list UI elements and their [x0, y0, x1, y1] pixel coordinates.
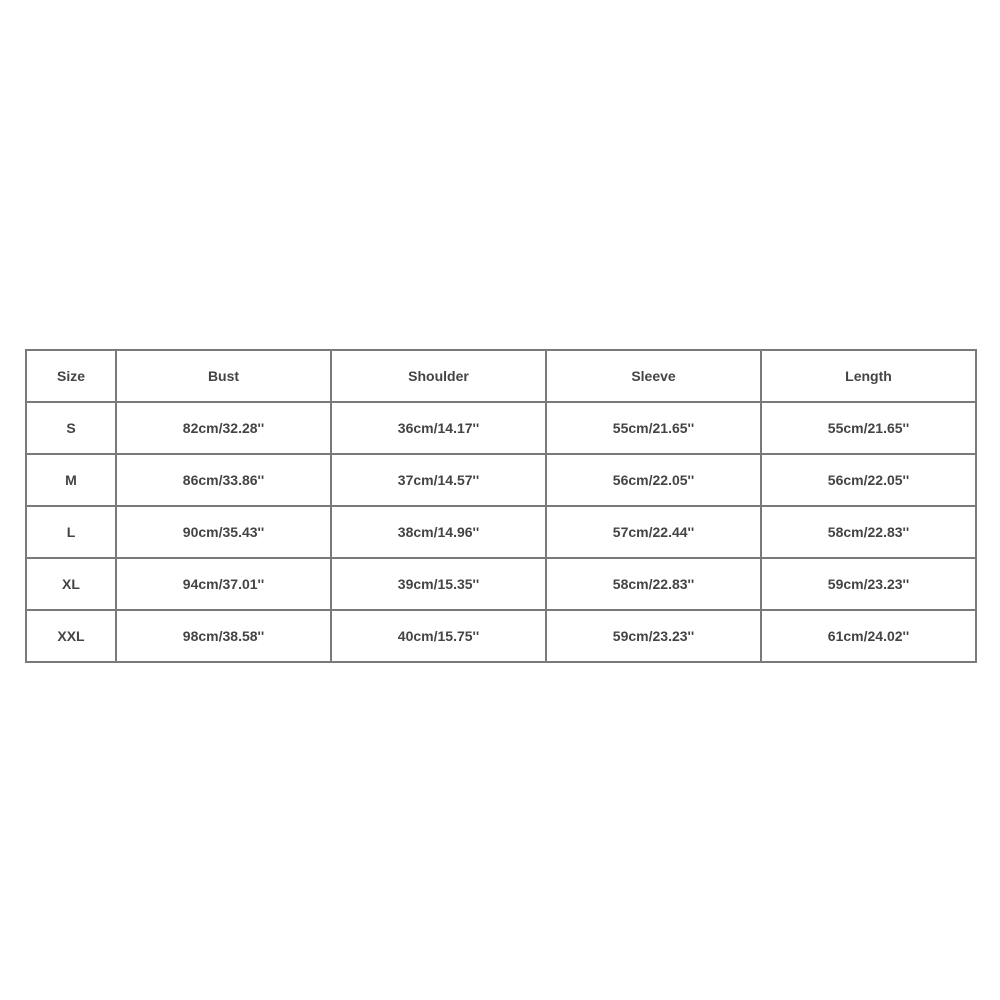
cell-length: 56cm/22.05'' — [761, 454, 976, 506]
cell-bust: 86cm/33.86'' — [116, 454, 331, 506]
header-row — [26, 350, 976, 402]
cell-bust: 94cm/37.01'' — [116, 558, 331, 610]
cell-sleeve: 57cm/22.44'' — [546, 506, 761, 558]
table-body — [26, 402, 976, 662]
cell-sleeve: 55cm/21.65'' — [546, 402, 761, 454]
cell-sleeve: 59cm/23.23'' — [546, 610, 761, 662]
header-size: Size — [26, 350, 116, 402]
cell-shoulder: 38cm/14.96'' — [331, 506, 546, 558]
cell-length: 61cm/24.02'' — [761, 610, 976, 662]
cell-size: XL — [26, 558, 116, 610]
cell-length: 55cm/21.65'' — [761, 402, 976, 454]
size-chart-table — [25, 349, 977, 663]
cell-length: 59cm/23.23'' — [761, 558, 976, 610]
table-row — [26, 610, 976, 662]
header-bust: Bust — [116, 350, 331, 402]
cell-shoulder: 36cm/14.17'' — [331, 402, 546, 454]
table-row — [26, 454, 976, 506]
cell-bust: 90cm/35.43'' — [116, 506, 331, 558]
cell-size: M — [26, 454, 116, 506]
cell-size: XXL — [26, 610, 116, 662]
cell-sleeve: 58cm/22.83'' — [546, 558, 761, 610]
table-row — [26, 402, 976, 454]
table-header — [26, 350, 976, 402]
header-sleeve: Sleeve — [546, 350, 761, 402]
cell-bust: 98cm/38.58'' — [116, 610, 331, 662]
header-shoulder: Shoulder — [331, 350, 546, 402]
cell-size: L — [26, 506, 116, 558]
table-row — [26, 506, 976, 558]
cell-size: S — [26, 402, 116, 454]
table-row — [26, 558, 976, 610]
cell-sleeve: 56cm/22.05'' — [546, 454, 761, 506]
cell-shoulder: 37cm/14.57'' — [331, 454, 546, 506]
cell-shoulder: 39cm/15.35'' — [331, 558, 546, 610]
header-length: Length — [761, 350, 976, 402]
cell-shoulder: 40cm/15.75'' — [331, 610, 546, 662]
cell-bust: 82cm/32.28'' — [116, 402, 331, 454]
cell-length: 58cm/22.83'' — [761, 506, 976, 558]
